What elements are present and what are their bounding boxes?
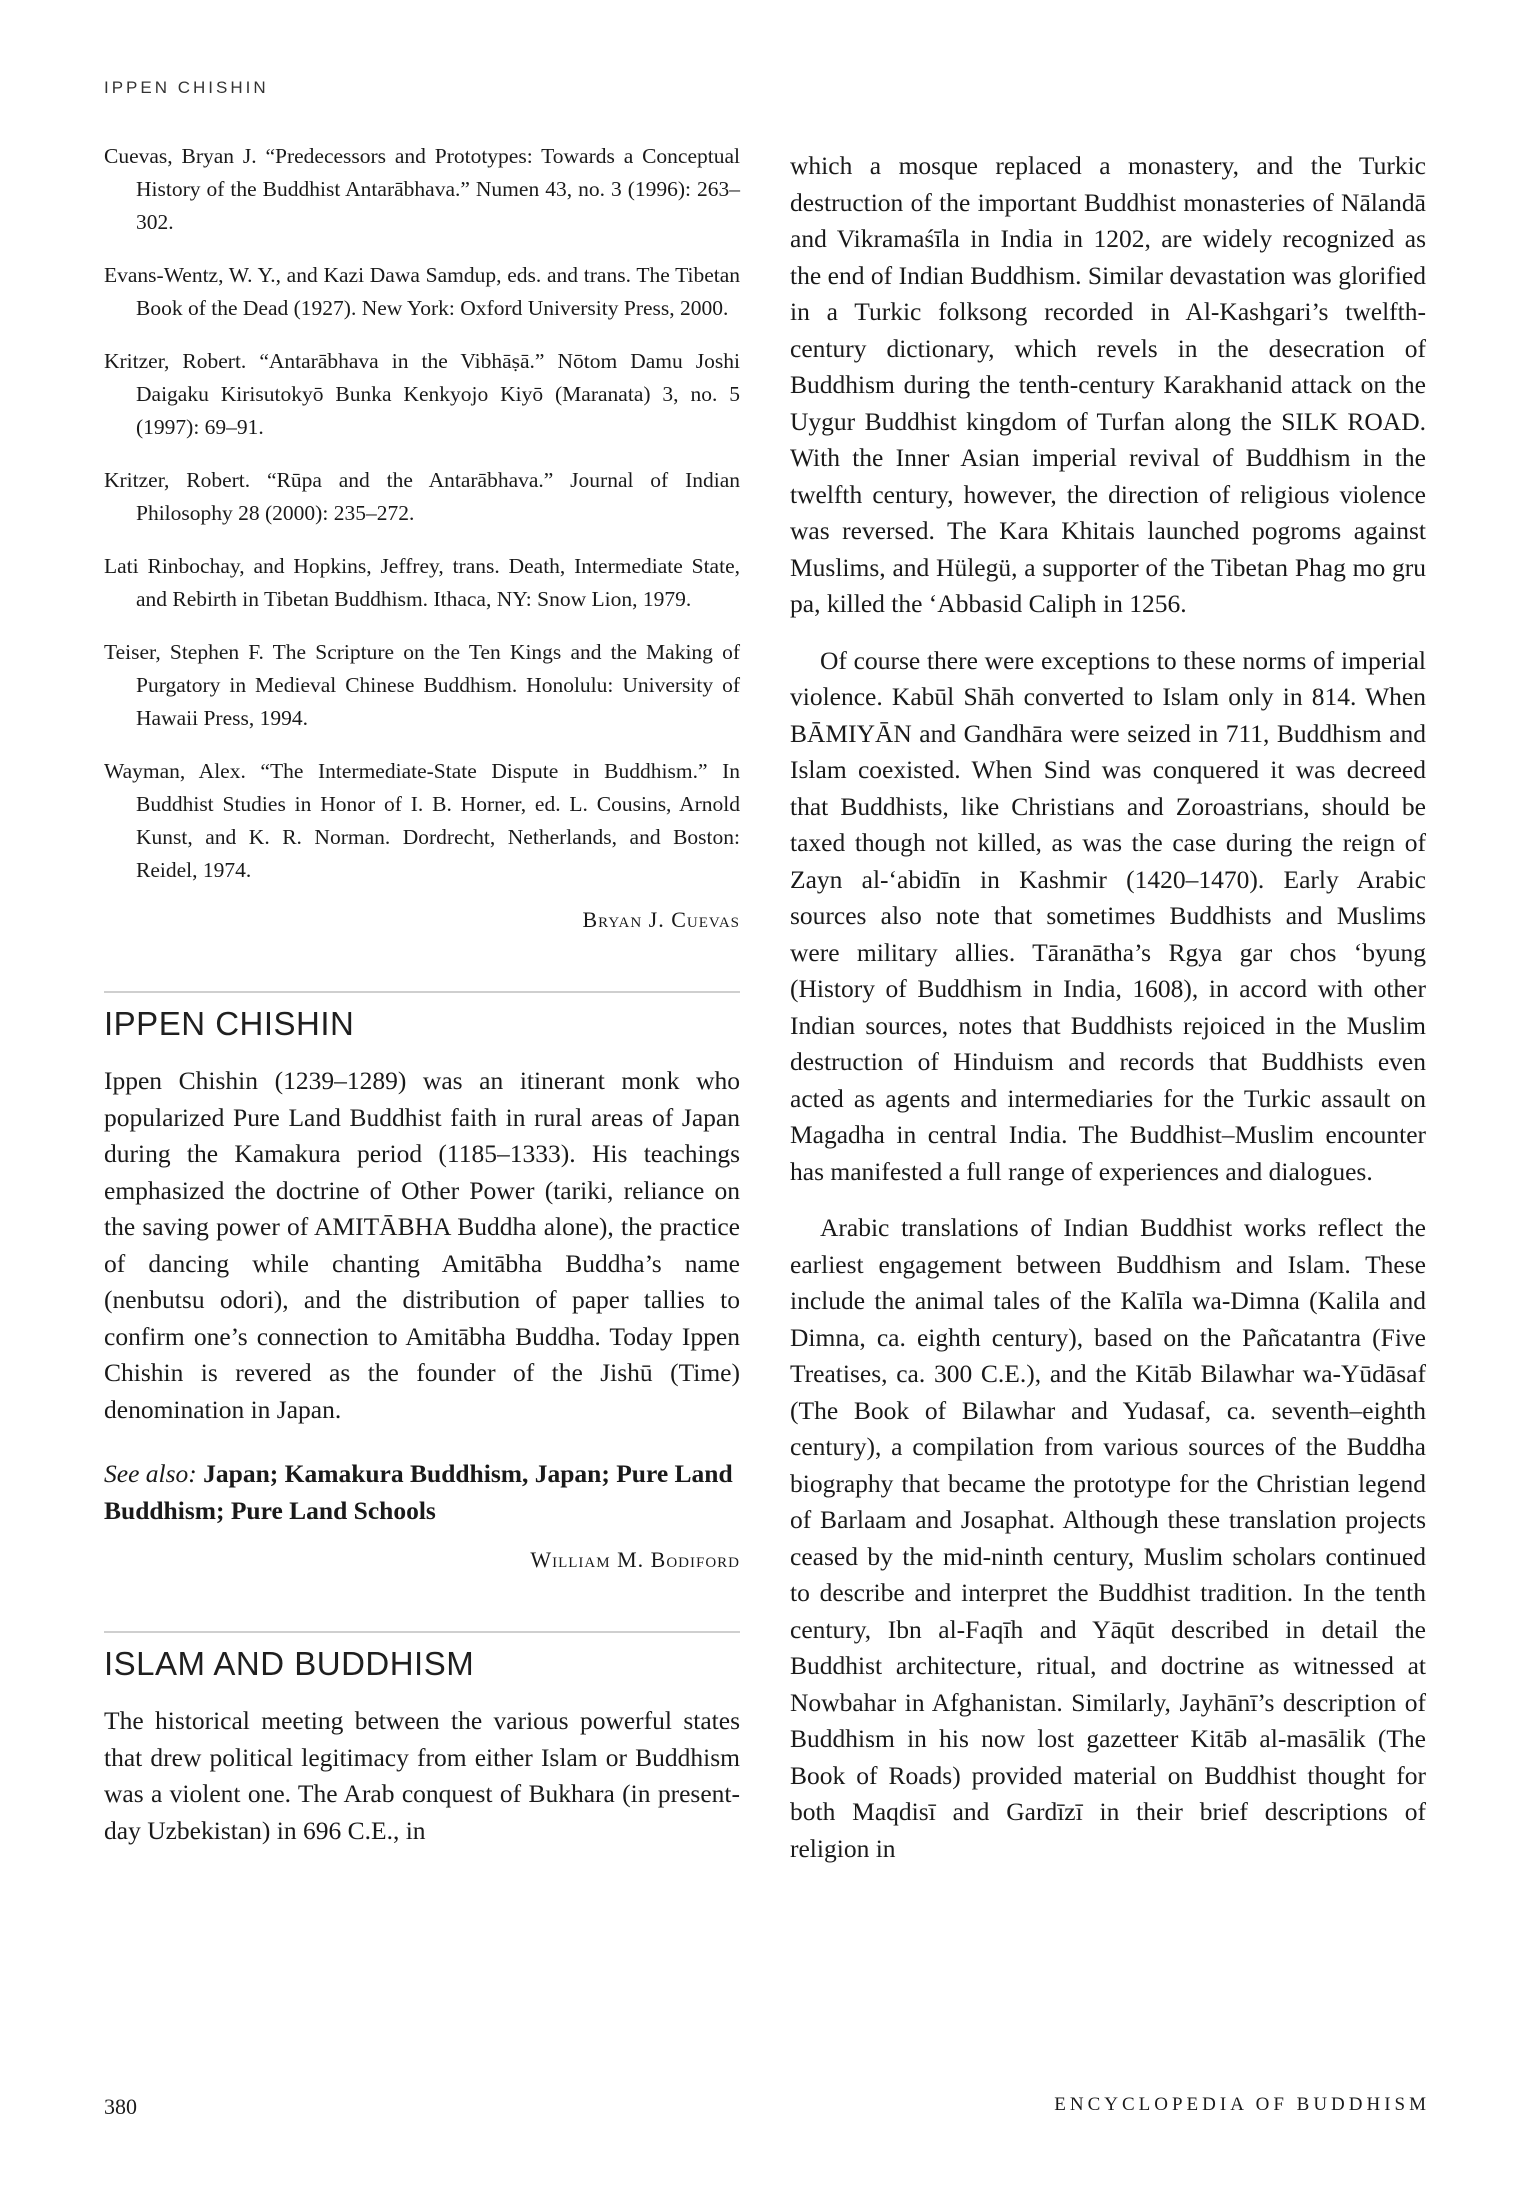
bibliography-entry: Kritzer, Robert. “Rūpa and the Antarābhava.” Journal of Indian Philosophy 28 (2000): 235–272. — [104, 468, 740, 525]
bibliography — [104, 140, 740, 887]
see-also — [104, 1456, 740, 1529]
bibliography-entry: Kritzer, Robert. “Antarābhava in the Vibhāṣā.” Nōtom Damu Joshi Daigaku Kirisutokyō Bunka Kenkyojo Kiyō (Maranata) 3, no. 5 (1997): 69–91. — [104, 349, 740, 439]
section-divider — [104, 1631, 740, 1633]
see-also-label: See also: — [104, 1459, 197, 1488]
author-signature-cuevas: Bryan J. Cuevas — [582, 907, 740, 932]
right-column — [790, 148, 1426, 1867]
author-signature-bodiford: William M. Bodiford — [530, 1547, 740, 1572]
publication-title: ENCYCLOPEDIA OF BUDDHISM — [1054, 2094, 1430, 2115]
islam-paragraph-3: Arabic translations of Indian Buddhist works reflect the earliest engagement between Buddhism and Islam. These include the animal tales of the Kalīla wa-Dimna (Kalila and Dimna, ca. eighth century), based on the Pañcatantra (Five Treatises, ca. 300 C.E.), and the Kitāb Bilawhar wa-Yūdāsaf (The Book of Bilawhar and Yudasaf, ca. seventh–eighth century), a compilation from various sources of the Buddha biography that became the prototype for the Christian legend of Barlaam and Josaphat. Although these translation projects ceased by the mid-ninth century, Muslim scholars continued to describe and interpret the Buddhist tradition. In the tenth century, Ibn al-Faqīh and Yāqūt described in detail the Buddhist architecture, ritual, and doctrine as witnessed at Nowbahar in Afghanistan. Similarly, Jayhānī’s description of Buddhism in his now lost gazetteer Kitāb al-masālik (The Book of Roads) provided material on Buddhist thought for both Maqdisī and Gardīzī in their brief descriptions of religion in — [790, 1213, 1426, 1863]
left-column — [104, 140, 740, 1849]
islam-paragraph-2: Of course there were exceptions to these norms of imperial violence. Kabūl Shāh converted to Islam only in 814. When BĀMIYĀN and Gandhāra were seized in 711, Buddhism and Islam coexisted. When Sind was conquered it was decreed that Buddhists, like Christians and Zoroastrians, should be taxed though not killed, as was the case during the reign of Zayn al-‘abidīn in Kashmir (1420–1470). Early Arabic sources also note that sometimes Buddhists and Muslims were military allies. Tāranātha’s Rgya gar chos ‘byung (History of Buddhism in India, 1608), in accord with other Indian sources, notes that Buddhists rejoiced in the Muslim destruction of Hinduism and records that Buddhists even acted as agents and intermediaries for the Turkic assault on Magadha in central India. The Buddhist–Muslim encounter has manifested a full range of experiences and dialogues. — [790, 645, 1426, 1186]
section-heading-islam-and-buddhism: ISLAM AND BUDDHISM — [104, 1645, 475, 1682]
section-divider — [104, 991, 740, 993]
running-head: IPPEN CHISHIN — [104, 78, 269, 97]
ippen-paragraph: Ippen Chishin (1239–1289) was an itinerant monk who popularized Pure Land Buddhist faith in rural areas of Japan during the Kamakura period (1185–1333). His teachings emphasized the doctrine of Other Power (tariki, reliance on the saving power of AMITĀBHA Buddha alone), the practice of dancing while chanting Amitābha Buddha’s name (nenbutsu odori), and the distribution of paper tallies to confirm one’s connection to Amitābha Buddha. Today Ippen Chishin is revered as the founder of the Jishū (Time) denomination in Japan. — [104, 1066, 740, 1424]
islam-paragraph-1-start: The historical meeting between the various powerful states that drew political legitimacy from either Islam or Buddhism was a violent one. The Arab conquest of Bukhara (in present-day Uzbekistan) in 696 C.E., in — [104, 1706, 740, 1845]
bibliography-entry: Cuevas, Bryan J. “Predecessors and Prototypes: Towards a Conceptual History of the Buddhist Antarābhava.” Numen 43, no. 3 (1996): 263–302. — [104, 144, 740, 234]
bibliography-entry: Evans-Wentz, W. Y., and Kazi Dawa Samdup, eds. and trans. The Tibetan Book of the Dead (1927). New York: Oxford University Press, 2000. — [104, 263, 740, 320]
see-also-items: Japan; Kamakura Buddhism, Japan; Pure Land Buddhism; Pure Land Schools — [104, 1459, 733, 1525]
page-number: 380 — [104, 2094, 137, 2119]
bibliography-entry: Lati Rinbochay, and Hopkins, Jeffrey, trans. Death, Intermediate State, and Rebirth in Tibetan Buddhism. Ithaca, NY: Snow Lion, 1979. — [104, 554, 740, 611]
bibliography-entry: Wayman, Alex. “The Intermediate-State Dispute in Buddhism.” In Buddhist Studies in Honor of I. B. Horner, ed. L. Cousins, Arnold Kunst, and K. R. Norman. Dordrecht, Netherlands, and Boston: Reidel, 1974. — [104, 759, 740, 882]
section-heading-ippen-chishin: IPPEN CHISHIN — [104, 1005, 355, 1042]
islam-paragraph-1-continued: which a mosque replaced a monastery, and the Turkic destruction of the important Buddhist monasteries of Nālandā and Vikramaśīla in India in 1202, are widely recognized as the end of Indian Buddhism. Similar devastation was glorified in a Turkic folksong recorded in Al-Kashgari’s twelfth-century dictionary, which revels in the desecration of Buddhism during the tenth-century Karakhanid attack on the Uygur Buddhist kingdom of Turfan along the SILK ROAD. With the Inner Asian imperial revival of Buddhism in the twelfth century, however, the direction of religious violence was reversed. The Kara Khitais launched pogroms against Muslims, and Hülegü, a supporter of the Tibetan Phag mo gru pa, killed the ‘Abbasid Caliph in 1256. — [790, 151, 1426, 618]
bibliography-entry: Teiser, Stephen F. The Scripture on the Ten Kings and the Making of Purgatory in Medieval Chinese Buddhism. Honolulu: University of Hawaii Press, 1994. — [104, 640, 740, 730]
